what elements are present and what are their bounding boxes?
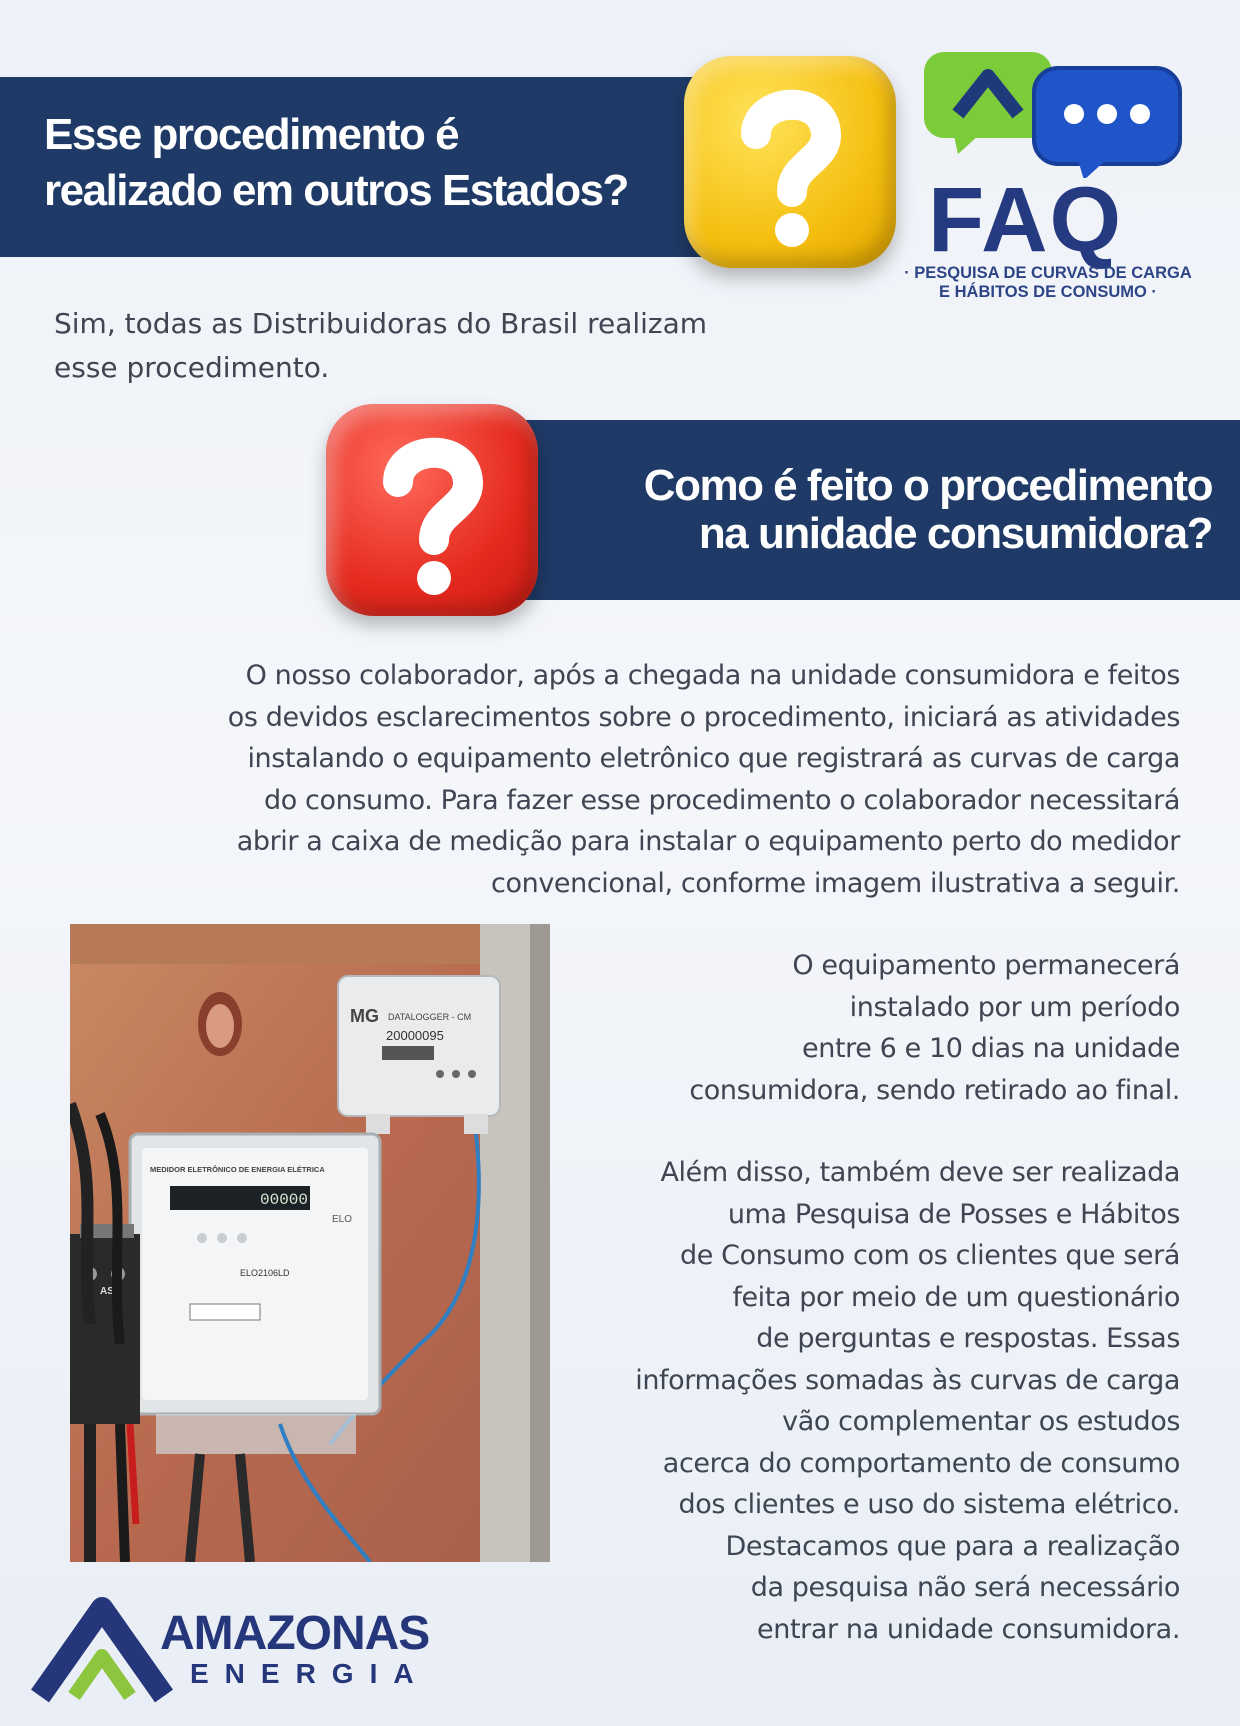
question-2-line-2: na unidade consumidora? bbox=[698, 509, 1212, 558]
question-2-text bbox=[644, 462, 1212, 558]
duration-line: entre 6 e 10 dias na unidade bbox=[802, 1033, 1180, 1064]
duration-line: instalado por um período bbox=[849, 991, 1180, 1023]
duration-line: O equipamento permanecerá bbox=[792, 950, 1180, 981]
survey-line: Destacamos que para a realização bbox=[725, 1530, 1180, 1562]
survey-line: feita por meio de um questionário bbox=[732, 1281, 1180, 1313]
question-1-text bbox=[44, 107, 628, 219]
answer-2-paragraph bbox=[60, 655, 1180, 904]
meter-model: ELO2106LD bbox=[240, 1268, 290, 1278]
amazonas-energia-logo bbox=[30, 1596, 490, 1706]
meter-installation-photo bbox=[70, 924, 550, 1562]
meter-display: 00000 bbox=[260, 1191, 309, 1209]
answer-2-line: os devidos esclarecimentos sobre o procedimento, iniciará as atividades bbox=[227, 701, 1180, 733]
meter-label: MEDIDOR ELETRÔNICO DE ENERGIA ELÉTRICA bbox=[150, 1165, 325, 1174]
brand-name: AMAZONAS bbox=[160, 1607, 430, 1660]
duration-paragraph bbox=[580, 945, 1180, 1111]
question-mark-icon bbox=[684, 56, 896, 268]
survey-line: dos clientes e uso do sistema elétrico. bbox=[678, 1489, 1180, 1520]
answer-2-line: convencional, conforme imagem ilustrativa a seguir. bbox=[491, 867, 1180, 899]
answer-2-line: instalando o equipamento eletrônico que registrará as curvas de carga bbox=[247, 743, 1180, 774]
survey-line: acerca do comportamento de consumo bbox=[662, 1447, 1180, 1479]
question-1-line-2: realizado em outros Estados? bbox=[44, 166, 628, 215]
survey-line: entrar na unidade consumidora. bbox=[757, 1613, 1180, 1645]
question-banner-2 bbox=[500, 420, 1240, 600]
survey-line: informações somadas às curvas de carga bbox=[635, 1364, 1180, 1396]
answer-1 bbox=[54, 302, 707, 390]
breaker-label: ASM bbox=[100, 1286, 123, 1297]
survey-line: vão complementar os estudos bbox=[782, 1406, 1180, 1437]
question-2-line-1: Como é feito o procedimento bbox=[643, 461, 1212, 510]
chat-bubbles-icon bbox=[888, 48, 1208, 178]
question-mark-icon bbox=[326, 404, 538, 616]
question-banner-1 bbox=[0, 77, 740, 257]
survey-line: da pesquisa não será necessário bbox=[750, 1572, 1180, 1603]
survey-paragraph bbox=[540, 1152, 1180, 1650]
answer-2-line: do consumo. Para fazer esse procedimento o colaborador necessitará bbox=[263, 784, 1180, 816]
meter-brand: ELO bbox=[332, 1214, 353, 1225]
answer-2-line: O nosso colaborador, após a chegada na unidade consumidora e feitos bbox=[245, 660, 1180, 691]
duration-line: consumidora, sendo retirado ao final. bbox=[689, 1074, 1180, 1106]
faq-subtitle-line-1: · PESQUISA DE CURVAS DE CARGA bbox=[904, 264, 1192, 282]
datalogger-brand: MG bbox=[350, 1006, 379, 1026]
answer-1-line-2: esse procedimento. bbox=[54, 351, 330, 384]
faq-subtitle-line-2: E HÁBITOS DE CONSUMO · bbox=[939, 283, 1157, 301]
answer-2-line: abrir a caixa de medição para instalar o equipamento perto do medidor bbox=[236, 826, 1180, 857]
survey-line: uma Pesquisa de Posses e Hábitos bbox=[727, 1198, 1180, 1230]
survey-line: Além disso, também deve ser realizada bbox=[660, 1157, 1180, 1188]
survey-line: de perguntas e respostas. Essas bbox=[756, 1323, 1180, 1354]
question-1-line-1: Esse procedimento é bbox=[44, 110, 459, 159]
datalogger-serial: 20000095 bbox=[386, 1028, 444, 1043]
brand-subname: ENERGIA bbox=[190, 1658, 430, 1689]
datalogger-label: DATALOGGER - CM bbox=[388, 1012, 472, 1022]
faq-title: FAQ bbox=[928, 169, 1124, 271]
faq-subtitle bbox=[888, 264, 1208, 302]
faq-logo bbox=[888, 48, 1208, 308]
answer-1-line-1: Sim, todas as Distribuidoras do Brasil realizam bbox=[54, 307, 708, 340]
survey-line: de Consumo com os clientes que será bbox=[679, 1240, 1180, 1271]
